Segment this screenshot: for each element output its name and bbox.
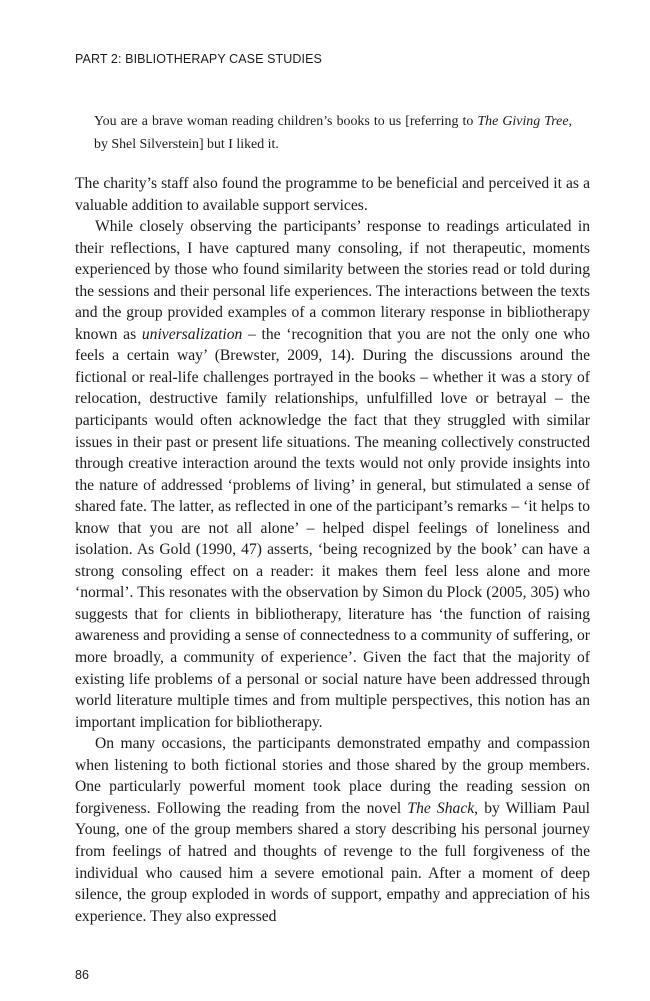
paragraph-3 — [75, 733, 590, 927]
paragraph-2-text-end: – the ‘recognition that you are not the only one who feels a certain way’ (Brewster, 2009, 14). During the discussions around the fictional or real-life challenges portrayed in the books – whether it was a story of relocation, destructive family relationships, unfulfilled love or betrayal – the participants would often acknowledge the fact that they struggled with similar issues in their past or present life situations. The meaning collectively constructed through creative interaction around the texts would not only provide insights into the nature of addressed ‘problems of living’ in general, but stimulated a sense of shared fate. The latter, as reflected in one of the participant’s remarks – ‘it helps to know that you are not all alone’ – helped dispel feelings of loneliness and isolation. As Gold (1990, 47) asserts, ‘being recognized by the book’ can have a strong consoling effect on a reader: it makes them feel less alone and more ‘normal’. This resonates with the observation by Simon du Plock (2005, 305) who suggests that for clients in bibliotherapy, literature has ‘the function of raising awareness and providing a sense of connectedness to a community of suffering, or more broadly, a community of experience’. Given the fact that the majority of existing life problems of a personal or social nature have been addressed through world literature multiple times and from multiple perspectives, this notion has an important implication for bibliotherapy. — [75, 325, 590, 731]
paragraph-3-text-start: On many occasions, the participants demonstrated empathy and compassion when listening to both fictional stories and those shared by the group members. One particularly powerful moment took place during the reading session on forgiveness. Following the reading from the novel — [75, 735, 590, 817]
paragraph-2 — [75, 216, 590, 733]
quote-text-end: , by Shel Silverstein] but I liked it. — [94, 114, 572, 152]
paragraph-1: The charity’s staff also found the programme to be beneficial and perceived it as a valuable addition to available support services. — [75, 175, 590, 214]
quote-book-title: The Giving Tree — [477, 114, 569, 129]
novel-title: The Shack — [407, 799, 475, 817]
block-quote — [94, 110, 572, 156]
term-universalization: universalization — [141, 325, 243, 343]
page-number: 86 — [75, 968, 89, 982]
paragraph-2-text-start: While closely observing the participants’ response to readings articulated in their reflections, I have captured many consoling, if not therapeutic, moments experienced by those who found similarity between the stories read or told during the sessions and their personal life experiences. The interactions between the texts and the group provided examples of a common literary response in bibliotherapy known as — [75, 218, 590, 343]
quote-text-start: You are a brave woman reading children’s books to us [referring to — [94, 114, 478, 129]
paragraph-3-text-end: , by William Paul Young, one of the group members shared a story describing his personal journey from feelings of hatred and thoughts of revenge to the full forgiveness of the individual who caused him a severe emotional pain. After a moment of deep silence, the group exploded in words of support, empathy and appreciation of his experience. They also expressed — [75, 799, 590, 925]
body-text — [75, 173, 590, 927]
running-head: PART 2: BIBLIOTHERAPY CASE STUDIES — [75, 52, 322, 66]
